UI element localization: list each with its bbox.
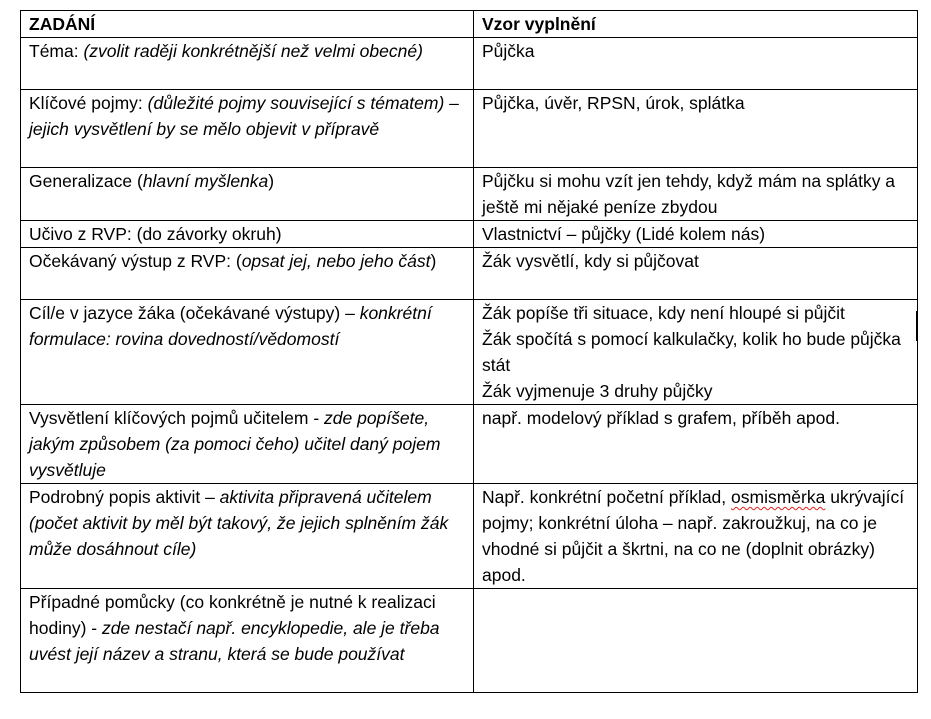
vzor-cell <box>474 484 918 589</box>
margin-marker <box>916 311 918 341</box>
table-row <box>21 300 918 405</box>
vzor-cell <box>474 248 918 300</box>
zadani-cell <box>21 90 474 168</box>
zadani-text: Cíl/e v jazyce žáka (očekávané výstupy) – <box>29 303 360 323</box>
vzor-cell <box>474 300 918 405</box>
zadani-text: opsat jej, nebo jeho část <box>241 251 431 271</box>
vzor-text: Vlastnictví – půjčky (Lidé kolem nás) <box>482 224 766 244</box>
zadani-text: zde popíšete, jakým způsobem (za pomoci čeho) učitel daný pojem vysvětluje <box>29 408 441 480</box>
vzor-text: Např. konkrétní početní příklad, <box>482 487 732 507</box>
header-zadani: ZADÁNÍ <box>21 11 474 38</box>
table-row <box>21 221 918 248</box>
table-row <box>21 484 918 589</box>
zadani-text: Podrobný popis aktivit – <box>29 487 220 507</box>
zadani-text: ) <box>430 251 437 271</box>
lesson-plan-table <box>20 10 918 693</box>
spellcheck-word: osmisměrka <box>731 487 826 507</box>
zadani-text: konkrétní formulace: rovina dovedností/vědomostí <box>29 303 432 349</box>
table-row <box>21 405 918 484</box>
vzor-cell <box>474 221 918 248</box>
vzor-text: Půjčku si mohu vzít jen tehdy, když mám na splátky a ještě mi nějaké peníze zbydou <box>482 171 896 217</box>
vzor-line: Žák popíše tři situace, kdy není hloupé si půjčit <box>482 303 845 323</box>
zadani-text: (zvolit raději konkrétnější než velmi obecné) <box>83 41 423 61</box>
table-row <box>21 589 918 693</box>
table-row <box>21 248 918 300</box>
zadani-text: Téma: <box>29 41 84 61</box>
vzor-text: např. modelový příklad s grafem, příběh apod. <box>482 408 840 428</box>
table-row <box>21 38 918 90</box>
zadani-cell <box>21 38 474 90</box>
header-row <box>21 11 918 38</box>
vzor-text: Půjčka, úvěr, RPSN, úrok, splátka <box>482 93 745 113</box>
zadani-text: (důležité pojmy související s tématem) – jejich vysvětlení by se mělo objevit v přípravě <box>29 93 459 139</box>
zadani-text: Generalizace ( <box>29 171 143 191</box>
vzor-cell <box>474 405 918 484</box>
zadani-cell <box>21 589 474 693</box>
vzor-text: ukrývající pojmy; konkrétní úloha – např. zakroužkuj, na co je vhodné si půjčit a škrtni, na co ne (doplnit obrázky) apod. <box>482 487 905 585</box>
zadani-cell <box>21 405 474 484</box>
zadani-text: Učivo z RVP: (do závorky okruh) <box>29 224 282 244</box>
zadani-cell <box>21 221 474 248</box>
header-vzor: Vzor vyplnění <box>474 11 918 38</box>
zadani-text: zde nestačí např. encyklopedie, ale je třeba uvést její název a stranu, která se bude používat <box>29 618 440 664</box>
table-body <box>21 38 918 693</box>
zadani-cell <box>21 168 474 221</box>
vzor-cell <box>474 38 918 90</box>
vzor-cell <box>474 589 918 693</box>
vzor-text: Žák vysvětlí, kdy si půjčovat <box>482 251 699 271</box>
vzor-text: Půjčka <box>482 41 535 61</box>
vzor-line: Žák vyjmenuje 3 druhy půjčky <box>482 381 713 401</box>
zadani-text: aktivita připravená učitelem (počet aktivit by měl být takový, že jejich splněním žák může dosáhnout cíle) <box>29 487 449 559</box>
zadani-text: Případné pomůcky (co konkrétně je nutné k realizaci hodiny) - <box>29 592 436 638</box>
zadani-cell <box>21 248 474 300</box>
zadani-text: hlavní myšlenka <box>142 171 269 191</box>
zadani-cell <box>21 300 474 405</box>
vzor-cell <box>474 90 918 168</box>
zadani-cell <box>21 484 474 589</box>
vzor-line: Žák spočítá s pomocí kalkulačky, kolik ho bude půjčka stát <box>482 329 901 375</box>
zadani-text: Klíčové pojmy: <box>29 93 148 113</box>
zadani-text: ) <box>268 171 275 191</box>
zadani-text: Vysvětlení klíčových pojmů učitelem - <box>29 408 325 428</box>
zadani-text: Očekávaný výstup z RVP: ( <box>29 251 242 271</box>
table-row <box>21 90 918 168</box>
vzor-cell <box>474 168 918 221</box>
table-row <box>21 168 918 221</box>
